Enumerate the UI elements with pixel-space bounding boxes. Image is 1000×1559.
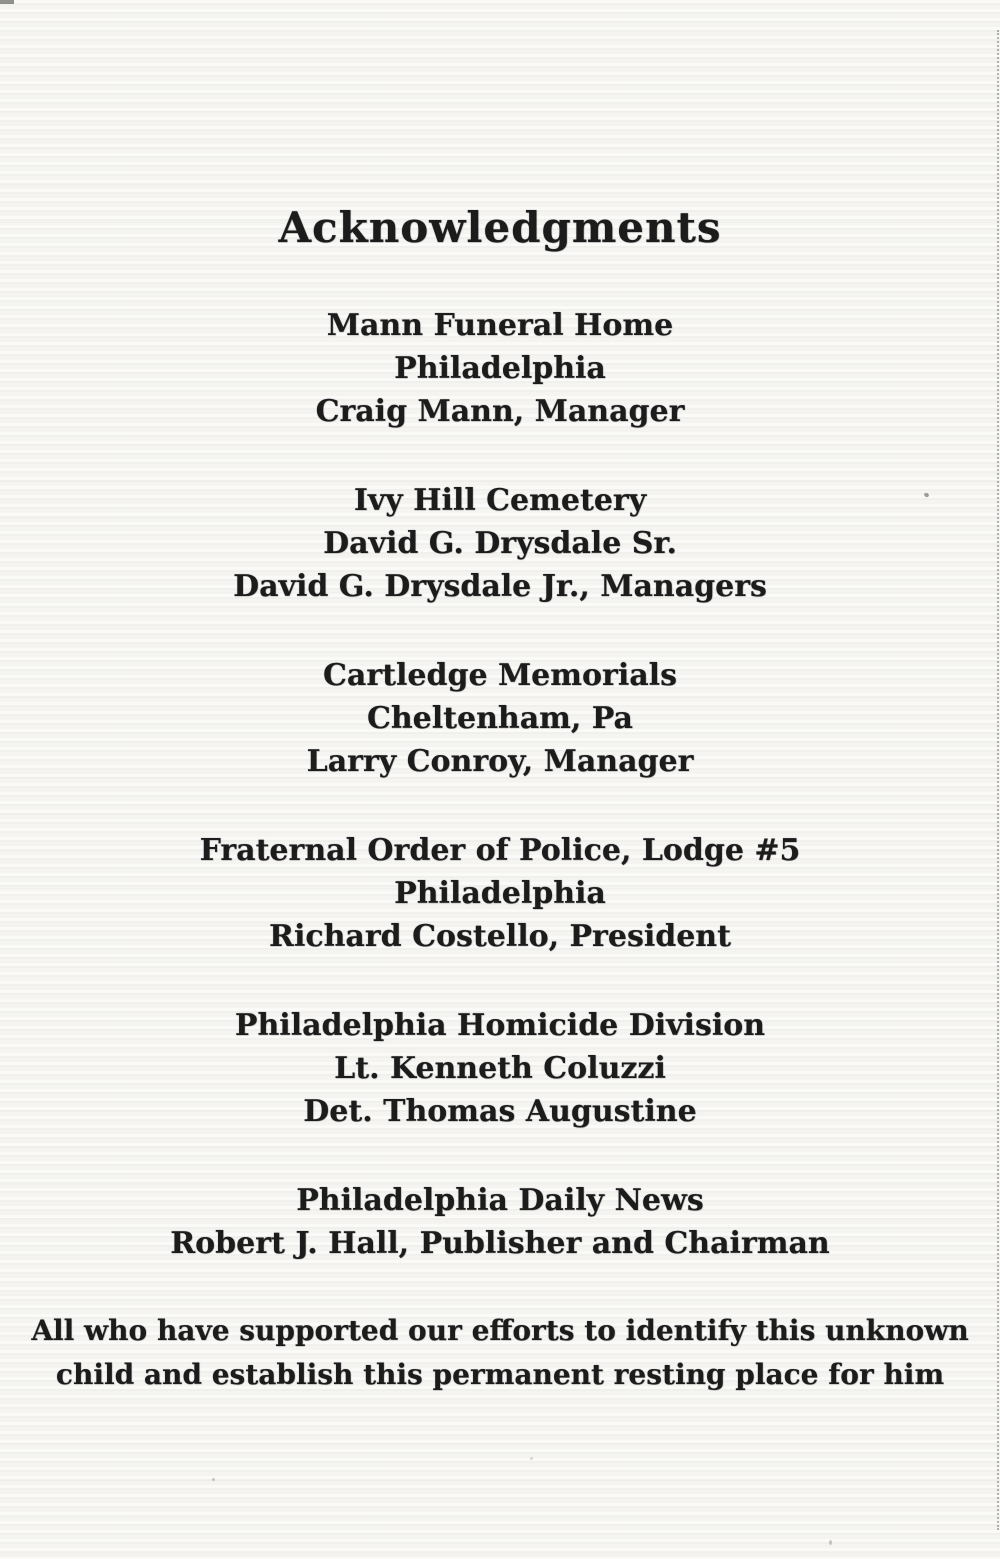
acknowledgment-line: Larry Conroy, Manager: [306, 744, 694, 779]
acknowledgment-line: Philadelphia: [394, 876, 606, 911]
closing-statement: [0, 1309, 1000, 1397]
acknowledgment-group-homicide-division: [0, 1004, 1000, 1133]
acknowledgment-line: Ivy Hill Cemetery: [353, 483, 647, 518]
acknowledgment-line: Robert J. Hall, Publisher and Chairman: [170, 1226, 830, 1261]
acknowledgment-group-cemetery: [0, 479, 1000, 608]
acknowledgment-line: David G. Drysdale Sr.: [323, 526, 677, 561]
acknowledgment-line: Richard Costello, President: [269, 919, 731, 954]
acknowledgment-group-memorials: [0, 654, 1000, 783]
scan-speck: [530, 1457, 533, 1460]
acknowledgment-line: Det. Thomas Augustine: [303, 1094, 697, 1129]
acknowledgment-line: Cartledge Memorials: [323, 658, 677, 693]
acknowledgment-line: Cheltenham, Pa: [366, 701, 633, 736]
acknowledgment-line: Philadelphia Daily News: [296, 1183, 704, 1218]
acknowledgment-line: Philadelphia Homicide Division: [234, 1008, 766, 1043]
scan-speck: [829, 1540, 832, 1545]
acknowledgment-group-funeral-home: [0, 304, 1000, 433]
page-title: Acknowledgments: [278, 203, 722, 252]
acknowledgment-line: Lt. Kenneth Coluzzi: [334, 1051, 666, 1086]
acknowledgment-group-daily-news: [0, 1179, 1000, 1265]
acknowledgment-line: Fraternal Order of Police, Lodge #5: [199, 833, 801, 868]
closing-line: child and establish this permanent resting place for him: [55, 1358, 945, 1391]
acknowledgment-line: Craig Mann, Manager: [315, 394, 685, 429]
acknowledgment-group-police-lodge: [0, 829, 1000, 958]
scan-speck: [212, 1478, 215, 1481]
closing-line: All who have supported our efforts to identify this unknown: [31, 1314, 969, 1347]
acknowledgment-line: Philadelphia: [394, 351, 606, 386]
acknowledgment-line: Mann Funeral Home: [326, 308, 674, 343]
acknowledgment-line: David G. Drysdale Jr., Managers: [233, 569, 767, 604]
